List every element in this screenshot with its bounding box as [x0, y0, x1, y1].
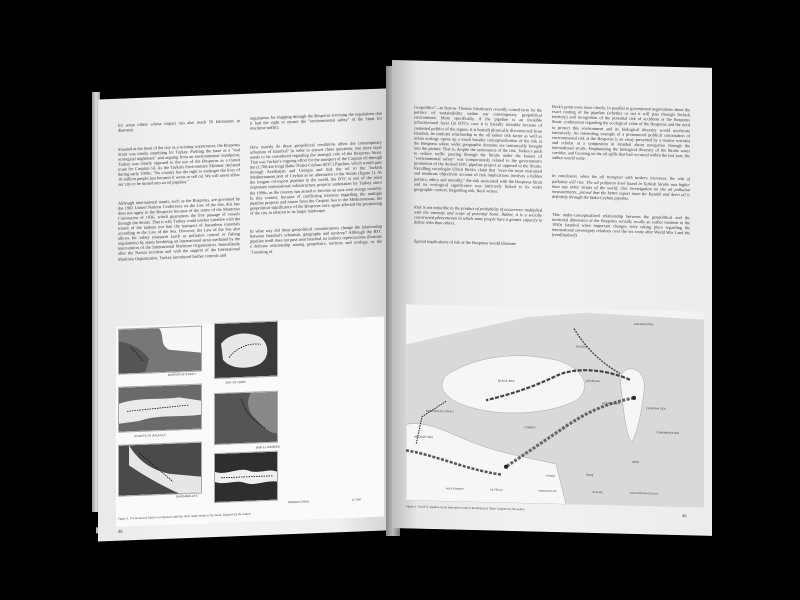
right-page-column-1: [414, 95, 542, 260]
strait-label: STRAITS OF BALACLA: [134, 432, 166, 439]
figure-caption: Figure 2. The BTC pipeline as an alternative route to the Bosporus Strait. Diagram by the author.: [406, 504, 526, 512]
paragraph: Geopolitics"—to borrow Thomas Friedman's recently coined term for the politics of sustainability within our contemporary geopolitical environment. More specifically, if the pipeline is an invisible infrastructural layer (in BTC's case it is literally invisible because of contested politics of the region; it is buried) physically disconnected from Istanbul, its intricate relationship to the oil tanker risk factor as well as urban ecology opens up a much broader conceptualization of the risk at the Bosporus where wider geographic domains are intrinsically brought into the picture. That is, despite the seriousness of the risk, Turkey's push to reduce traffic passing through the Straits under the banner of "environmental safety" was conspicuously related to the government's promotion of the desired BTC pipeline project as opposed to the Straits. Recalling sociologist Ulrich Beck's claim that "even the most restrained and moderate objectivist account of risk implications involves a hidden politics, ethics and morality," the risk associated with the Bosporus Strait and its ecological significance was intricately linked to its wider geographic context. Regarding risk, Beck writes:: [414, 104, 544, 194]
strait-map-tile: [118, 384, 202, 433]
paragraph: Beck's point even more clearly. In parallel to government negotiations about the exact routing of the pipeline (whether or not it will pass through Turkish territory) and recognition of the potential risk of accidents at the Bosporus Strait, conferences regarding the ecological value of the Bosporus and the need to protect this environment and its biological diversity would accelerate intensively. An interesting example of a pronounced political connotation of environmental risk at the Bosporus is an essay presented by a marine scientist and scholar at a symposium in Istanbul about navigation through the international straits. Emphasizing the biological diversity of the Straits water corridor, and focusing on the oil spills that had occurred within the last year, the author would write:: [552, 104, 692, 161]
scale-label: 1/7 KM: [352, 497, 361, 502]
right-page: [392, 60, 712, 536]
page-number: 40: [682, 513, 687, 519]
map-label-aegean: AEGEAN SEA: [414, 434, 434, 440]
map-label-black-sea: BLACK SEA: [498, 378, 515, 383]
left-page-column-1: [118, 108, 240, 274]
strait-map-tile: [118, 442, 202, 497]
strait-map-image: [215, 322, 277, 378]
legend-oil-fields: OIL FIELDS: [490, 488, 503, 492]
strait-label: BAB EL MANDEB: [256, 444, 280, 450]
map-label-georgia: GEORGIA: [586, 378, 600, 384]
scale-label: PANAMA CANAL: [288, 499, 310, 505]
legend-pipeline: PIPELINE: [592, 490, 603, 495]
map-label-russia: RUSSIA: [576, 344, 588, 349]
page-number: 38: [118, 528, 123, 534]
map-label-azerbaijan: AZERBAIJAN: [602, 401, 621, 406]
map-label-caspian: CASPIAN SEA: [646, 406, 666, 411]
map-label-iran: IRAN: [632, 459, 640, 465]
paragraph: This under-conceptualized relationship between the geopolitical and the territorial dimension of the Bosporus actually recalls an earlier moment in the 1930s Istanbul when important changes were taking place regarding the international sovereignty relations over the sea route after World War I and the (remilitarized): [552, 211, 692, 238]
straits-comparison-figure: [116, 317, 384, 527]
legend-route-maker: ROUTE MAKER: [446, 487, 464, 491]
strait-map-tile: [214, 451, 278, 503]
paragraph: Situated at the heart of the city as a twisting watercourse, the Bosporus Strait was timely stumbling for Turkey. Pushing the issue as a "real ecological nightmare" and arguing from an environmental standpoint, Turkey was clearly opposed to the use of the Bosporus as a transit route for Caspian oil. As the Turkish Environment Minister declared during early 1990s: "No country has the right to endanger the lives of 10 million people just because it wants to sell oil. We will never allow our city to be turned into an oil pipeline.": [118, 141, 242, 187]
strait-map-image: [215, 452, 277, 502]
paragraph: Spatial implications of risk at the Bosporus would illustrate: [414, 238, 517, 246]
map-label-turkmenistan: TURKMENISTAN: [656, 430, 680, 436]
strait-map-tile: [214, 391, 278, 445]
block-quote: Risk is not reducible to the product of probability of occurrence multiplied with the intensity and scope of potential harm. Rather, it is a socially constructed phenomenon in which some people have a greater capacity to define risks than others.: [414, 204, 544, 226]
strait-map-tile: [118, 326, 202, 375]
bosporus-label: BOSPORUS STRAIT: [168, 371, 197, 377]
pipeline-map-figure: [406, 304, 704, 507]
right-page-column-2: [552, 94, 690, 254]
paragraph: regulations for shipping through the Bosporus (revising the regulations that it had the right to ensure the "environmental safety" of the Strait for maritime traffic).: [250, 110, 384, 132]
map-label-iraq: IRAQ: [586, 472, 594, 477]
figure-caption: Figure 1. The Bosporus Strait in comparison with the other major straits in the world. Diagram by the author.: [118, 511, 252, 521]
left-page: [98, 88, 398, 542]
left-page-column-2: [250, 101, 382, 268]
strait-label: DARDANELLES: [176, 493, 198, 499]
bay-label: BAY OF IZMIR: [226, 379, 246, 385]
map-label-syria: SYRIA: [546, 473, 555, 478]
block-quote: In conclusion, when the oil transport with tankers increases, the risk of pollution will rise. The oil pollution level found in Turkish Straits was higher than any other straits of the world. Our investigation on the oil pollution measurements...proved that the better export route for Kazakh and Azeri oil is definitely through the Baku-Ceyhan pipeline.: [552, 173, 692, 201]
strait-map-image: [215, 392, 277, 444]
paragraph: for some others whose impact can also reach 50 kilometers in diameter.: [118, 118, 242, 134]
strait-map-tile: [214, 321, 278, 379]
paragraph: In what way did these geopolitical considerations change the relationship between Istanbul's urbanism, geography and territory? Although the BTC pipeline itself does not pass near Istanbul, its indirect repercussions illustrate a delicate relationship among geopolitics, territory and ecology, or the "Greening of: [250, 223, 384, 255]
strait-map-image: [119, 443, 201, 496]
legend-tanker-route: TANKER ROUTE: [538, 489, 557, 494]
map-label-bosporus: BOSPORUS STRAIT: [426, 408, 455, 414]
map-label-kazakhstan: KAZAKHSTAN: [634, 321, 654, 327]
map-label-turkey: TURKEY: [524, 425, 536, 430]
legend-exploration: EXPLORATION (2000 km): [630, 491, 659, 496]
strait-map-image: [119, 385, 201, 432]
strait-map-image: [119, 327, 201, 374]
paragraph: Although international straits, such as the Bosporus, are governed by the 1982 United Nations Conference on the Law of the Sea, this law does not apply to the Bosporus because of the terms of the Montreux Convention of 1936, which guarantees the free passage of vessels through the Straits. That is why Turkey could neither interfere with the transit of the tankers nor ban the transport of hazardous materials according to the Law of the Sea. However, the Law of the Sea also allows for safety measures (such as pollution control or fishing regulations) by states bordering an international strait mediated by the intervention of the International Maritime Organization. Immediately after the Nassia accident and with the support of the International Maritime Organization, Turkey introduced further controls and: [118, 195, 242, 262]
paragraph: How exactly do these geopolitical conditions affect the contemporary urbanism of Istanbul? In order to answer these questions, one more layer needs to be considered regarding the strategic role of the Bosporus Strait. That was Turkey's ongoing effort for the transport of the Caspian oil through the (1,768 km long) Baku-Tbilisi-Ceyhan (BTC) Pipeline, which would pass through Azerbaijan and Georgia and link the oil to the Turkish Mediterranean port of Ceyhan as an alternative to the Straits (figure 1). As the longest oil-export pipeline in the world, the BTC is one of the most important transnational infrastructure projects undertaken by Turkey since the 1990s, as the country has aimed to become an east-west energy corridor. In this context, because of conflicting interests regarding the multiple pipeline projects and routes from the Caspian Sea to the Mediterranean, the geopolitical significance of the Bosporus once again affected the positioning of the city in relation to its larger landscape.: [250, 139, 384, 216]
